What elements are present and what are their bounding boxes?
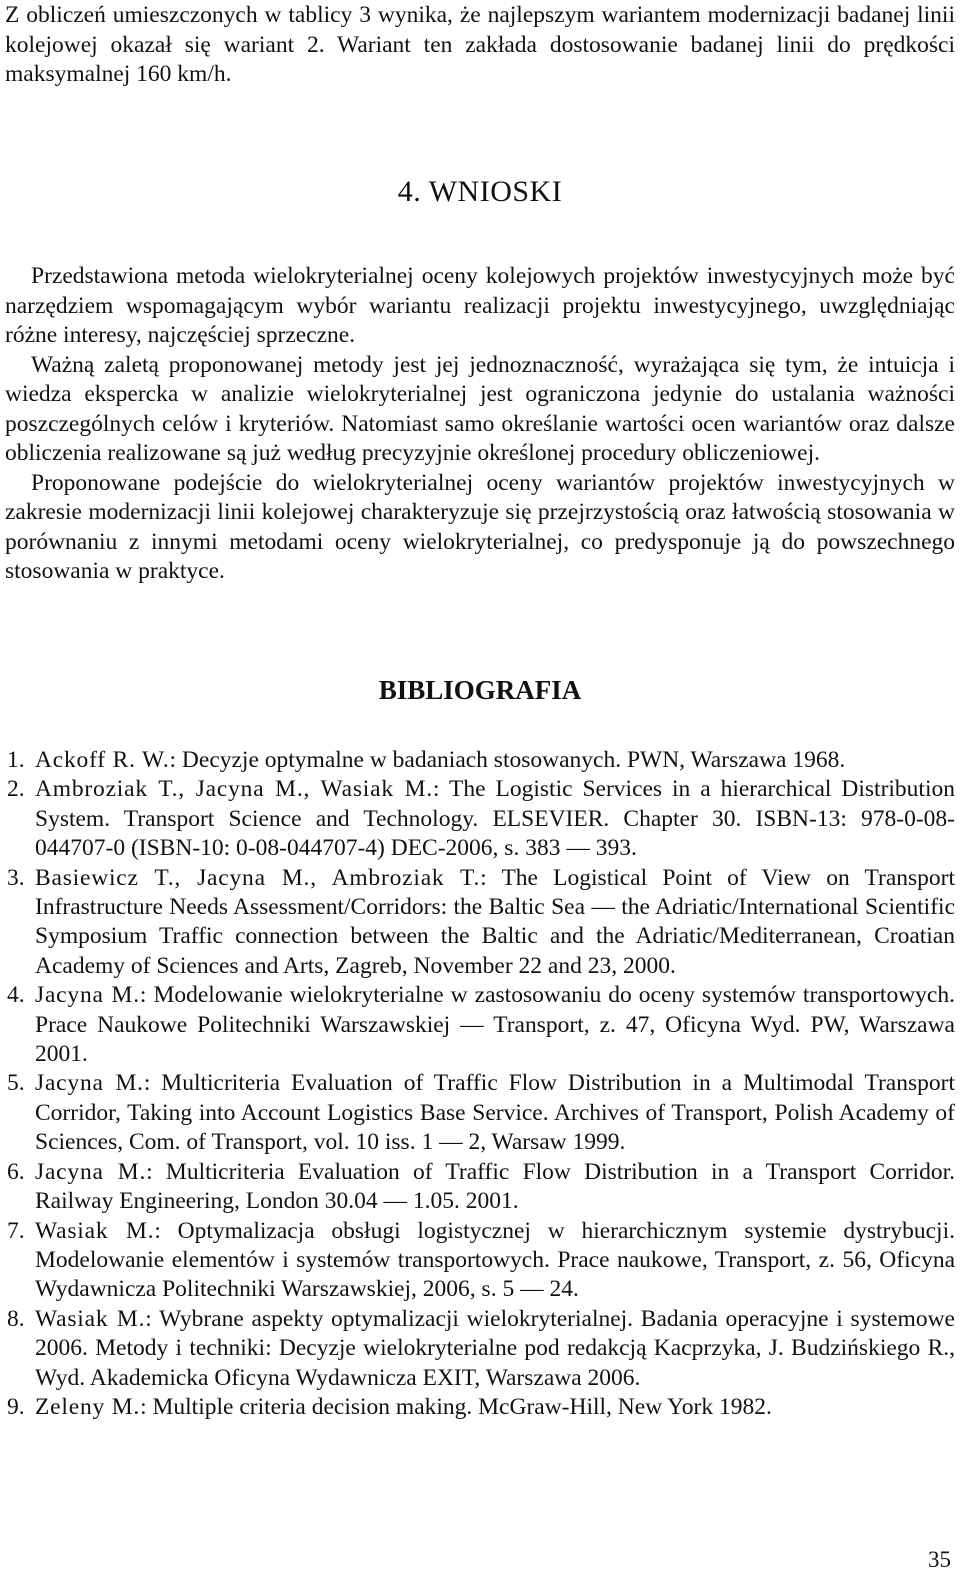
reference-authors: Ackoff R. W. (35, 747, 170, 773)
reference-number: 5. (7, 1070, 25, 1097)
reference-item-9 (5, 1393, 955, 1422)
reference-item-7 (5, 1217, 955, 1305)
reference-authors: Jacyna M. (35, 982, 140, 1009)
reference-authors: Zeleny M. (35, 1393, 141, 1420)
reference-number: 2. (7, 776, 25, 803)
reference-details: : Modelowanie wielokryterialne w zastosowaniu do oceny systemów transportowych. Prace Naukowe Politechniki Warszawskiej — Transport, z. 47, Oficyna Wyd. PW, Warszawa 2001. (35, 982, 955, 1068)
reference-details: : Wybrane aspekty optymalizacji wielokryterialnej. Badania operacyjne i systemowe 2006. Metody i techniki: Decyzje wielokryterialne pod redakcją Kacprzyka, J. Budzińskiego R., Wyd. Akademicka Oficyna Wydawnicza EXIT, Warszawa 2006. (35, 1305, 955, 1391)
reference-details: : Multicriteria Evaluation of Traffic Flow Distribution in a Multimodal Transport Corridor, Taking into Account Logistics Base Service. Archives of Transport, Polish Academy of Sciences, Com. of Transport, vol. 10 iss. 1 — 2, Warsaw 1999. (35, 1070, 955, 1156)
reference-authors: Wasiak M. (35, 1217, 155, 1244)
reference-item-6 (5, 1158, 955, 1217)
reference-list (5, 746, 955, 1422)
reference-item-8 (5, 1305, 955, 1393)
reference-item-1 (5, 746, 955, 775)
reference-authors: Ambroziak T., Jacyna M., Wasiak M. (35, 776, 434, 803)
reference-number: 4. (7, 982, 25, 1009)
reference-authors: Jacyna M. (35, 1158, 147, 1185)
reference-details: : The Logistic Services in a hierarchical Distribution System. Transport Science and Technology. ELSEVIER. Chapter 30. ISBN-13: 978-0-08-044707-0 (ISBN-10: 0-08-044707-4) DEC-2006, s. 383 — 393. (35, 776, 955, 862)
reference-details: : Multiple criteria decision making. McGraw-Hill, New York 1982. (140, 1393, 772, 1420)
section-title-conclusions: 4. WNIOSKI (397, 175, 563, 208)
conclusions-paragraph-1: Przedstawiona metoda wielokryterialnej oceny kolejowych projektów inwestycyjnych może być narzędziem wspomagającym wybór wariantu realizacji projektu inwestycyjnego, uwzględniając różne interesy, najczęściej sprzeczne. (5, 263, 955, 348)
reference-number: 3. (7, 864, 25, 891)
conclusions-paragraph-3: Proponowane podejście do wielokryterialnej oceny wariantów projektów inwestycyjnych w zakresie modernizacji linii kolejowej charakteryzuje się przejrzystością oraz łatwością stosowania w porównaniu z innymi metodami oceny wielokryterialnej, co predysponuje ją do powszechnego stosowania w praktyce. (5, 469, 955, 584)
bibliography-title: BIBLIOGRAFIA (378, 675, 582, 705)
reference-details: : Decyzje optymalne w badaniach stosowanych. PWN, Warszawa 1968. (169, 747, 846, 773)
reference-number: 8. (7, 1305, 25, 1332)
reference-item-2 (5, 775, 955, 863)
reference-item-3 (5, 864, 955, 982)
reference-details: : Optymalizacja obsługi logistycznej w hierarchicznym systemie dystrybucji. Modelowanie elementów i systemów transportowych. Prace naukowe, Transport, z. 56, Oficyna Wydawnicza Politechniki Warszawskiej, 2006, s. 5 — 24. (35, 1217, 955, 1303)
reference-authors: Wasiak M. (35, 1305, 146, 1332)
reference-authors: Basiewicz T., Jacyna M., Ambroziak T. (35, 864, 481, 891)
reference-details: : Multicriteria Evaluation of Traffic Flow Distribution in a Transport Corridor. Railway Engineering, London 30.04 — 1.05. 2001. (35, 1158, 955, 1215)
intro-paragraph: Z obliczeń umieszczonych w tablicy 3 wynika, że najlepszym wariantem modernizacji badanej linii kolejowej okazał się wariant 2. Wariant ten zakłada dostosowanie badanej linii do prędkości maksymalnej 160 km/h. (5, 2, 955, 87)
conclusions-section (5, 262, 955, 587)
reference-number: 9. (7, 1393, 25, 1420)
conclusions-paragraph-2: Ważną zaletą proponowanej metody jest jej jednoznaczność, wyrażająca się tym, że intuicja i wiedza ekspercka w analizie wielokryterialnej jest ograniczona jedynie do ustalania ważności poszczególnych celów i kryteriów. Natomiast samo określanie wartości ocen wariantów oraz dalsze obliczenia realizowane są już według precyzyjnie określonej procedury obliczeniowej. (5, 351, 955, 466)
reference-number: 7. (7, 1217, 25, 1244)
reference-authors: Jacyna M. (35, 1070, 144, 1097)
document-page (5, 0, 955, 1576)
page-number: 35 (928, 1547, 951, 1572)
reference-number: 1. (7, 747, 25, 773)
reference-details: : The Logistical Point of View on Transport Infrastructure Needs Assessment/Corridors: the Baltic Sea — the Adriatic/International Scientific Symposium Traffic connection between the Baltic and the Adriatic/Mediterranean, Croatian Academy of Sciences and Arts, Zagreb, November 22 and 23, 2000. (35, 864, 955, 979)
reference-item-4 (5, 981, 955, 1069)
reference-number: 6. (7, 1158, 25, 1185)
reference-item-5 (5, 1069, 955, 1157)
